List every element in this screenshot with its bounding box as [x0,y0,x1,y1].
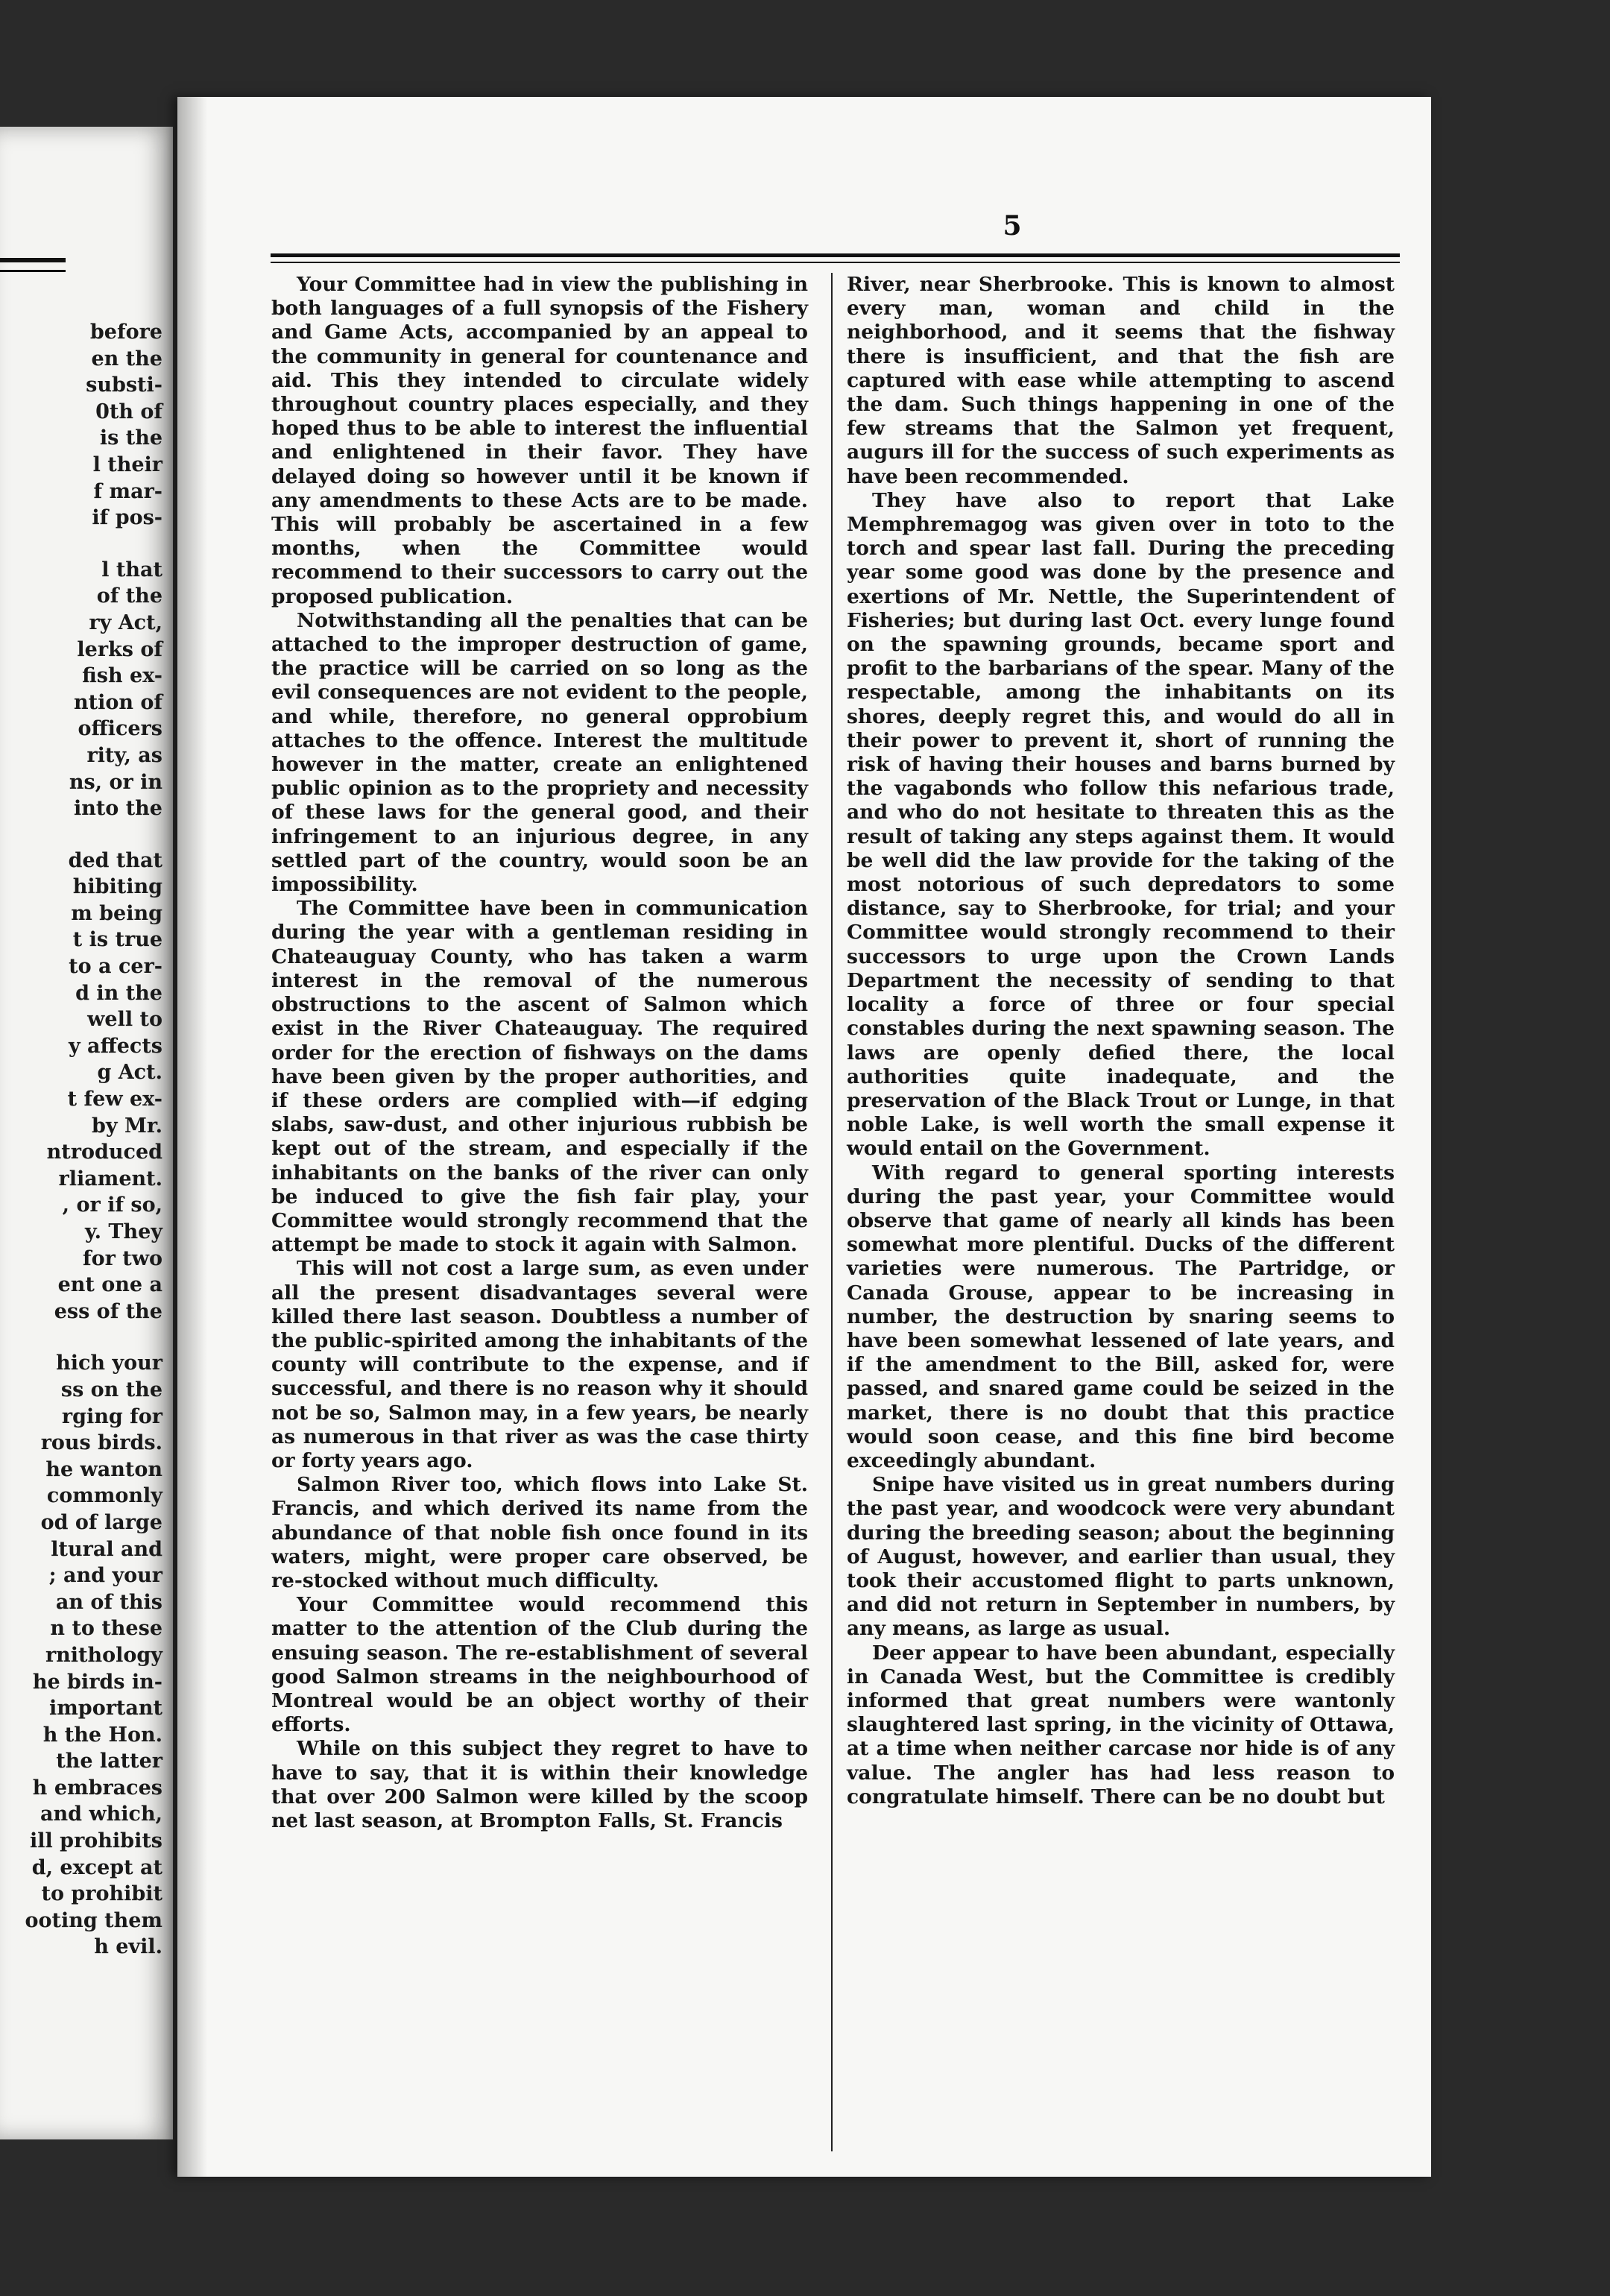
facing-page-line: he wanton [45,1457,162,1481]
left-column [271,273,808,1833]
facing-page-line: , or if so, [62,1193,162,1217]
facing-page-line: by Mr. [91,1114,162,1138]
paragraph: Deer appear to have been abundant, especially in Canada West, but the Committee is credibly informed that great numbers were wantonly slaughtered last spring, in the vicinity of Ottawa, at a time when neither carcase nor hide is of any value. The angler has had less reason to congratulate himself. There can be no doubt but [847,1641,1395,1808]
facing-page-line: lerks of [77,637,162,661]
facing-page-line: into the [73,797,162,821]
facing-page-line: commonly [46,1484,162,1508]
facing-page-line: rous birds. [40,1431,162,1455]
facing-page-line: important [48,1697,162,1721]
paragraph: Notwithstanding all the penalties that can be attached to the improper destruction of game, the practice will be carried on so long as the evil consequences are not evident to the people, and while, therefore, no general opprobium attaches to the offence. Interest the multitude however in the matter, create an enlightened public opinion as to the propriety and necessity of these laws for the general good, and their infringement to an injurious degree, in any settled part of the country, would soon be an impossibility. [271,608,808,897]
page [177,97,1431,2177]
facing-page-line: rnithology [45,1643,162,1667]
facing-page-line: hibiting [72,875,162,899]
facing-page-line: 0th of [95,400,162,423]
facing-page-line: d in the [75,981,162,1005]
right-column [847,273,1395,1809]
facing-page-text [25,319,162,1961]
spine-shadow [177,97,207,2177]
facing-page [0,127,173,2139]
paragraph: With regard to general sporting interests during the past year, your Committee would observe that game of nearly all kinds has been somewhat more plentiful. Ducks of the different varieties were numerous. The Partridge, or Canada Grouse, appear to be increasing in number, the destruction by snaring seems to have been somewhat lessened of late years, and if the amendment to the Bill, asked for, were passed, and snared game could be seized in the market, there is no doubt that this practice would soon cease, and this fine bird become exceedingly abundant. [847,1161,1395,1472]
facing-page-line: hich your [56,1352,162,1375]
facing-page-line: n to these [50,1617,162,1641]
facing-page-line: t few ex- [67,1088,162,1111]
facing-page-line: en the [91,347,162,370]
facing-page-line: t is true [72,928,162,952]
facing-page-line: substi- [86,373,162,397]
facing-page-line: if pos- [92,506,162,530]
facing-page-line: ill prohibits [30,1829,162,1853]
facing-page-line: he birds in- [32,1670,162,1694]
facing-page-line: officers [78,717,162,741]
facing-page-line: rging for [61,1404,162,1428]
paragraph: The Committee have been in communication during the year with a gentleman residing in Chateauguay County, who has taken a warm interest in the removal of the numerous obstructions to the ascent of Salmon which exist in the River Chateauguay. The required order for the erection of fishways on the dams have been given by the proper authorities, and if these orders are complied with—if edging slabs, saw-dust, and other injurious rubbish be kept out of the stream, and especially if the inhabitants on the banks of the river can only be induced to give the fish fair play, your Committee would strongly recommend that the attempt be made to stock it again with Salmon. [271,897,808,1257]
paragraph: Your Committee would recommend this matter to the attention of the Club during the ensuing season. The re-establishment of several good Salmon streams in the neighbourhood of Montreal would be an object worthy of their efforts. [271,1593,808,1737]
facing-page-line: h embraces [32,1776,162,1800]
paragraph: They have also to report that Lake Memphremagog was given over in toto to the torch and spear last fall. During the preceding year some good was done by the presence and exertions of Mr. Nettle, the Superintendent of Fisheries; but during last Oct. every lunge found on the spawning grounds, became sport and profit to the barbarians of the spear. Many of the respectable, among the inhabitants on its shores, deeply regret this, and would do all in their power to prevent it, short of running the risk of having their houses and barns burned by the vagabonds who follow this nefarious trade, and who do not hesitate to threaten this as the result of taking any steps against them. It would be well did the law provide for the taking of the most notorious of such depredators to some distance, say to Sherbrooke, for trial; and your Committee would strongly recommend to their successors to urge upon the Crown Lands Department the necessity of sending to that locality a force of three or four special constables during the next spawning season. The laws are openly defied there, the local authorities quite inadequate, and the preservation of the Black Trout or Lunge, in that noble Lake, is well worth the small expense it would entail on the Government. [847,488,1395,1161]
header-rule [271,253,1400,263]
facing-page-line: to a cer- [69,955,162,979]
facing-page-line: the latter [56,1750,162,1773]
facing-page-line: ntroduced [46,1141,162,1164]
facing-page-line: rity, as [86,743,162,767]
facing-page-line: for two [83,1246,162,1270]
facing-page-line: ss on the [60,1378,162,1401]
facing-page-line: od of large [40,1510,162,1534]
facing-page-line: before [89,321,162,344]
page-number: 5 [1003,210,1022,242]
facing-page-line: rliament. [58,1167,162,1190]
facing-page-line: y affects [68,1034,162,1058]
facing-page-line: and which, [40,1803,162,1826]
facing-page-gap [25,1325,162,1350]
facing-page-line: of the [96,584,162,608]
facing-page-line: ; and your [48,1564,162,1588]
paragraph: Your Committee had in view the publishing in both languages of a full synopsis of the Fishery and Game Acts, accompanied by an appeal to the community in general for countenance and aid. This they intended to circulate widely throughout country places especially, and they hoped thus to be able to interest the influential and enlightened in their favor. They have delayed doing so however until it be known if any amendments to these Acts are to be made. This will probably be ascertained in a few months, when the Committee would recommend to their successors to carry out the proposed publication. [271,273,808,608]
facing-page-line: g Act. [97,1061,162,1085]
paragraph: This will not cost a large sum, as even under all the present disadvantages several were killed there last season. Doubtless a number of the public-spirited among the inhabitants of the county will contribute to the expense, and if successful, and there is no reason why it should not be so, Salmon may, in a few years, be nearly as numerous in that river as was the case thirty or forty years ago. [271,1257,808,1472]
paragraph: While on this subject they regret to have to have to say, that it is within their knowledge that over 200 Salmon were killed by the scoop net last season, at Brompton Falls, St. Francis [271,1737,808,1832]
facing-page-line: ded that [68,848,162,872]
facing-page-line: well to [87,1008,162,1032]
facing-page-gap [25,532,162,557]
facing-page-line: h evil. [94,1935,162,1959]
facing-page-line: f mar- [93,479,162,503]
facing-page-gap [25,822,162,848]
facing-page-line: is the [99,426,162,450]
paragraph-continuation: River, near Sherbrooke. This is known to almost every man, woman and child in the neighborhood, and it seems that the fishway there is insufficient, and that the fish are captured with ease while attempting to ascend the dam. Such things happening in one of the few streams that the Salmon yet frequent, augurs ill for the success of such experiments as have been recommended. [847,273,1395,488]
facing-page-line: ntion of [73,690,162,714]
column-divider [831,273,833,2151]
facing-page-rule [0,258,66,272]
facing-page-line: an of this [55,1590,162,1614]
facing-page-line: ent one a [57,1273,162,1297]
paragraph: Snipe have visited us in great numbers during the past year, and woodcock were very abundant during the breeding season; about the beginning of August, however, and earlier than usual, they took their accustomed flight to parts unknown, and did not return in September in numbers, by any means, as large as usual. [847,1473,1395,1641]
facing-page-line: d, except at [31,1855,162,1879]
facing-page-line: ry Act, [89,611,162,634]
paragraph: Salmon River too, which flows into Lake St. Francis, and which derived its name from the abundance of that noble fish once found in its waters, might, were proper care observed, be re-stocked without much difficulty. [271,1473,808,1592]
facing-page-line: ess of the [54,1299,162,1323]
facing-page-line: h the Hon. [42,1723,162,1747]
facing-page-line: l their [92,452,162,476]
facing-page-line: ooting them [25,1908,162,1932]
facing-page-line: ltural and [51,1537,162,1561]
facing-page-line: to prohibit [41,1882,162,1906]
facing-page-line: l that [101,558,162,581]
facing-page-line: m being [71,901,162,925]
facing-page-line: y. They [85,1220,162,1243]
facing-page-line: fish ex- [82,664,162,688]
facing-page-line: ns, or in [69,770,162,794]
